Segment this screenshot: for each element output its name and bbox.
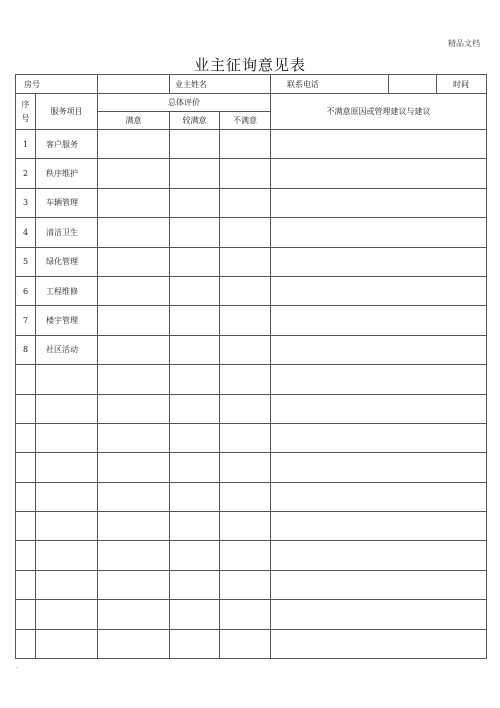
table-row <box>16 188 487 217</box>
satisfied-cell[interactable] <box>98 130 170 159</box>
satisfied-cell[interactable] <box>98 394 170 423</box>
service-item-name: 楼宇管理 <box>36 306 98 335</box>
reason-cell[interactable] <box>271 394 487 423</box>
fairly-satisfied-cell[interactable] <box>170 394 220 423</box>
satisfied-cell[interactable] <box>98 247 170 276</box>
unsatisfied-cell[interactable] <box>220 335 271 364</box>
seq-header-top: 序 <box>21 99 30 109</box>
unsatisfied-cell[interactable] <box>220 629 271 658</box>
unsatisfied-cell[interactable] <box>220 600 271 629</box>
watermark-label: 精品文档 <box>448 39 480 48</box>
reason-cell[interactable] <box>271 600 487 629</box>
table-row <box>16 247 487 276</box>
satisfied-cell[interactable] <box>98 629 170 658</box>
overall-evaluation-header: 总体评价 <box>98 94 271 112</box>
unsatisfied-cell[interactable] <box>220 482 271 511</box>
table-row <box>16 453 487 482</box>
satisfied-cell[interactable] <box>98 218 170 247</box>
service-item-name: 车辆管理 <box>36 188 98 217</box>
reason-cell[interactable] <box>271 130 487 159</box>
satisfied-cell[interactable] <box>98 276 170 305</box>
unsatisfied-cell[interactable] <box>220 188 271 217</box>
survey-table <box>15 74 487 659</box>
reason-cell[interactable] <box>271 541 487 570</box>
form-title: 业主征询意见表 <box>193 56 306 74</box>
fairly-satisfied-cell[interactable] <box>170 130 220 159</box>
row-number <box>16 482 36 511</box>
row-number: 6 <box>16 276 36 305</box>
table-row <box>16 482 487 511</box>
service-item-name <box>36 423 98 452</box>
fairly-satisfied-cell[interactable] <box>170 629 220 658</box>
service-item-name <box>36 482 98 511</box>
service-item-name: 客户服务 <box>36 130 98 159</box>
table-row <box>16 570 487 599</box>
reason-cell[interactable] <box>271 306 487 335</box>
fairly-satisfied-cell[interactable] <box>170 247 220 276</box>
reason-cell[interactable] <box>271 276 487 305</box>
row-number <box>16 570 36 599</box>
unsatisfied-cell[interactable] <box>220 130 271 159</box>
satisfied-header: 满意 <box>98 112 170 130</box>
table-row <box>16 218 487 247</box>
info-row <box>16 75 487 94</box>
service-item-name <box>36 453 98 482</box>
fairly-satisfied-cell[interactable] <box>170 188 220 217</box>
contact-phone-field[interactable] <box>389 75 437 94</box>
service-item-name <box>36 600 98 629</box>
satisfied-cell[interactable] <box>98 570 170 599</box>
unsatisfied-cell[interactable] <box>220 512 271 541</box>
satisfied-cell[interactable] <box>98 306 170 335</box>
table-row <box>16 423 487 452</box>
reason-cell[interactable] <box>271 423 487 452</box>
satisfied-cell[interactable] <box>98 541 170 570</box>
fairly-satisfied-header: 较满意 <box>170 112 220 130</box>
unsatisfied-cell[interactable] <box>220 218 271 247</box>
reason-cell[interactable] <box>271 159 487 188</box>
table-row <box>16 130 487 159</box>
fairly-satisfied-cell[interactable] <box>170 365 220 394</box>
satisfied-cell[interactable] <box>98 159 170 188</box>
seq-header <box>16 94 36 130</box>
table-row <box>16 600 487 629</box>
owner-name-label: 业主姓名 <box>170 75 271 94</box>
service-item-name: 秩序维护 <box>36 159 98 188</box>
satisfied-cell[interactable] <box>98 512 170 541</box>
service-item-name: 清洁卫生 <box>36 218 98 247</box>
fairly-satisfied-cell[interactable] <box>170 482 220 511</box>
table-row <box>16 629 487 658</box>
reason-cell[interactable] <box>271 512 487 541</box>
row-number <box>16 394 36 423</box>
fairly-satisfied-cell[interactable] <box>170 218 220 247</box>
service-item-name <box>36 365 98 394</box>
reason-cell[interactable] <box>271 365 487 394</box>
unsatisfied-cell[interactable] <box>220 394 271 423</box>
unsatisfied-cell[interactable] <box>220 541 271 570</box>
fairly-satisfied-cell[interactable] <box>170 600 220 629</box>
reason-cell[interactable] <box>271 247 487 276</box>
satisfied-cell[interactable] <box>98 188 170 217</box>
fairly-satisfied-cell[interactable] <box>170 570 220 599</box>
table-row <box>16 335 487 364</box>
row-number <box>16 423 36 452</box>
service-item-name: 社区活动 <box>36 335 98 364</box>
fairly-satisfied-cell[interactable] <box>170 335 220 364</box>
satisfied-cell[interactable] <box>98 482 170 511</box>
table-row <box>16 276 487 305</box>
row-number: 1 <box>16 130 36 159</box>
unsatisfied-cell[interactable] <box>220 306 271 335</box>
service-item-name <box>36 541 98 570</box>
reason-cell[interactable] <box>271 482 487 511</box>
table-row <box>16 365 487 394</box>
row-number: 4 <box>16 218 36 247</box>
satisfied-cell[interactable] <box>98 453 170 482</box>
table-row <box>16 512 487 541</box>
unsatisfied-cell[interactable] <box>220 276 271 305</box>
table-row <box>16 394 487 423</box>
satisfied-cell[interactable] <box>98 335 170 364</box>
reason-cell[interactable] <box>271 335 487 364</box>
unsatisfied-header: 不满意 <box>220 112 271 130</box>
fairly-satisfied-cell[interactable] <box>170 159 220 188</box>
reason-cell[interactable] <box>271 629 487 658</box>
row-number: 2 <box>16 159 36 188</box>
satisfied-cell[interactable] <box>98 600 170 629</box>
time-label: 时间 <box>437 75 487 94</box>
row-number: 3 <box>16 188 36 217</box>
service-item-name: 工程维修 <box>36 276 98 305</box>
service-item-name <box>36 394 98 423</box>
unsatisfied-cell[interactable] <box>220 365 271 394</box>
service-item-name <box>36 512 98 541</box>
table-row <box>16 541 487 570</box>
service-item-name <box>36 629 98 658</box>
fairly-satisfied-cell[interactable] <box>170 541 220 570</box>
contact-phone-label: 联系电话 <box>271 75 389 94</box>
row-number <box>16 541 36 570</box>
reason-suggestion-header: 不满意原因或管理建议与建议 <box>271 94 487 130</box>
room-number-label: 房号 <box>16 75 98 94</box>
unsatisfied-cell[interactable] <box>220 247 271 276</box>
fairly-satisfied-cell[interactable] <box>170 306 220 335</box>
header-row-top <box>16 94 487 112</box>
seq-header-bottom: 号 <box>21 113 30 123</box>
reason-cell[interactable] <box>271 188 487 217</box>
row-number: 7 <box>16 306 36 335</box>
unsatisfied-cell[interactable] <box>220 423 271 452</box>
service-item-name: 绿化管理 <box>36 247 98 276</box>
reason-cell[interactable] <box>271 453 487 482</box>
table-row <box>16 159 487 188</box>
satisfied-cell[interactable] <box>98 423 170 452</box>
unsatisfied-cell[interactable] <box>220 159 271 188</box>
row-number <box>16 600 36 629</box>
service-item-name <box>36 570 98 599</box>
row-number <box>16 365 36 394</box>
row-number: 8 <box>16 335 36 364</box>
row-number <box>16 453 36 482</box>
fairly-satisfied-cell[interactable] <box>170 276 220 305</box>
fairly-satisfied-cell[interactable] <box>170 512 220 541</box>
room-number-field[interactable] <box>98 75 170 94</box>
unsatisfied-cell[interactable] <box>220 453 271 482</box>
service-item-header: 服务项目 <box>36 94 98 130</box>
unsatisfied-cell[interactable] <box>220 570 271 599</box>
fairly-satisfied-cell[interactable] <box>170 423 220 452</box>
satisfied-cell[interactable] <box>98 365 170 394</box>
row-number <box>16 512 36 541</box>
reason-cell[interactable] <box>271 570 487 599</box>
reason-cell[interactable] <box>271 218 487 247</box>
row-number: 5 <box>16 247 36 276</box>
table-row <box>16 306 487 335</box>
row-number <box>16 629 36 658</box>
footer-mark: . <box>16 663 18 670</box>
fairly-satisfied-cell[interactable] <box>170 453 220 482</box>
